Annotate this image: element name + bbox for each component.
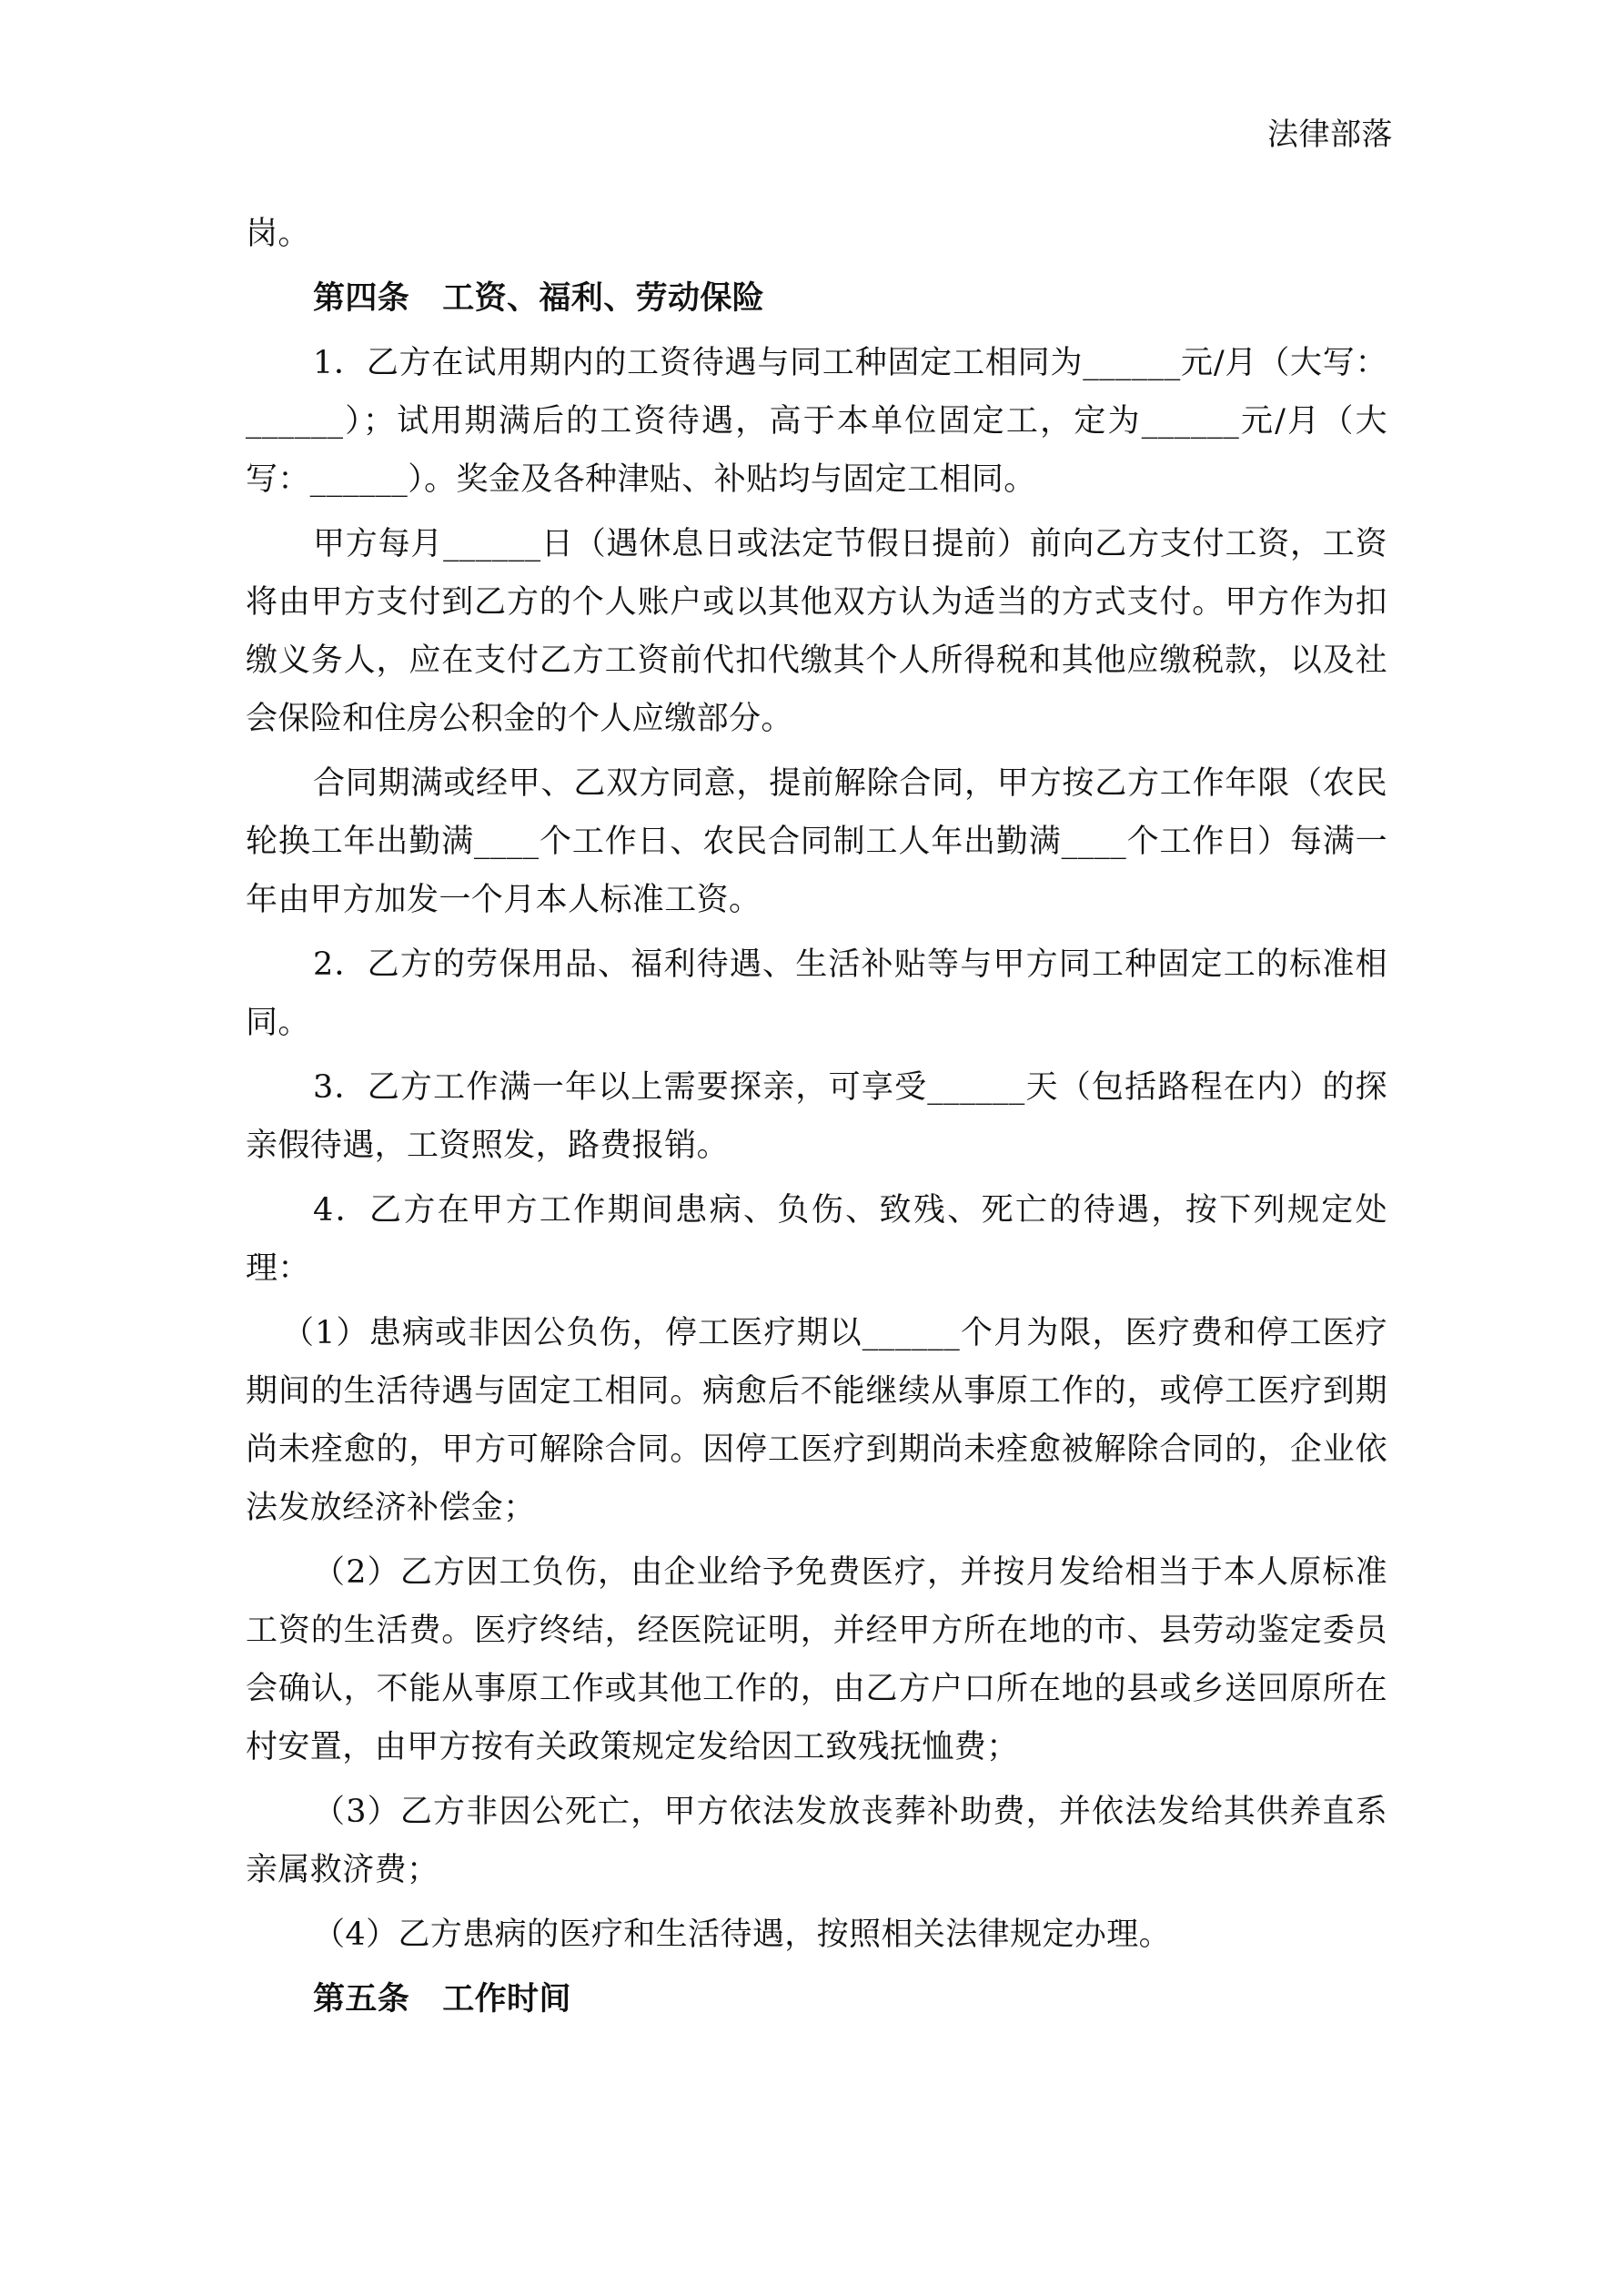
sub-clause-3-death: （3）乙方非因公死亡，甲方依法发放丧葬补助费，并依法发给其供养直系亲属救济费；: [246, 1794, 1387, 1888]
article-4-heading: [246, 269, 1387, 328]
article-5-number: 第五条: [313, 1980, 410, 2018]
article-4-title: 工资、福利、劳动保险: [442, 279, 765, 317]
clause-payday: 甲方每月______日（遇休息日或法定节假日提前）前向乙方支付工资，工资将由甲方支付到乙方的个人账户或以其他双方认为适当的方式支付。甲方作为扣缴义务人，应在支付乙方工资前代扣代缴其个人所得税和其他应缴税款，以及社会保险和住房公积金的个人应缴部分。: [246, 526, 1387, 737]
article-5-title: 工作时间: [442, 1980, 571, 2018]
paragraph-continuation: 岗。: [246, 216, 310, 252]
clause-severance-pay: 合同期满或经甲、乙双方同意，提前解除合同，甲方按乙方工作年限（农民轮换工年出勤满____个工作日、农民合同制工人年出勤满____个工作日）每满一年由甲方加发一个月本人标准工资。: [246, 765, 1387, 918]
clause-4-2-benefits: 2．乙方的劳保用品、福利待遇、生活补贴等与甲方同工种固定工的标准相同。: [246, 946, 1387, 1041]
sub-clause-1-illness: （1）患病或非因公负伤，停工医疗期以______个月为限，医疗费和停工医疗期间的生活待遇与固定工相同。病愈后不能继续从事原工作的，或停工医疗到期尚未痊愈的，甲方可解除合同。因停工医疗到期尚未痊愈被解除合同的，企业依法发放经济补偿金；: [246, 1315, 1387, 1526]
sub-clause-4-medical: （4）乙方患病的医疗和生活待遇，按照相关法律规定办理。: [313, 1917, 1172, 1953]
article-4-number: 第四条: [313, 279, 410, 317]
sub-clause-2-work-injury: （2）乙方因工负伤，由企业给予免费医疗，并按月发给相当于本人原标准工资的生活费。医疗终结，经医院证明，并经甲方所在地的市、县劳动鉴定委员会确认，不能从事原工作或其他工作的，由乙方户口所在地的县或乡送回原所在村安置，由甲方按有关政策规定发给因工致残抚恤费；: [246, 1554, 1387, 1765]
article-5-heading: [246, 1970, 1387, 2028]
document-body: [246, 205, 1387, 2035]
clause-4-1-wages: 1．乙方在试用期内的工资待遇与同工种固定工相同为______元/月（大写：______）；试用期满后的工资待遇，高于本单位固定工，定为______元/月（大写：______）。奖金及各种津贴、补贴均与固定工相同。: [246, 345, 1387, 498]
clause-4-4-illness-injury: 4．乙方在甲方工作期间患病、负伤、致残、死亡的待遇，按下列规定处理：: [246, 1192, 1387, 1287]
clause-4-3-home-leave: 3．乙方工作满一年以上需要探亲，可享受______天（包括路程在内）的探亲假待遇，工资照发，路费报销。: [246, 1069, 1387, 1164]
header-source-label: 法律部落: [1267, 116, 1393, 153]
